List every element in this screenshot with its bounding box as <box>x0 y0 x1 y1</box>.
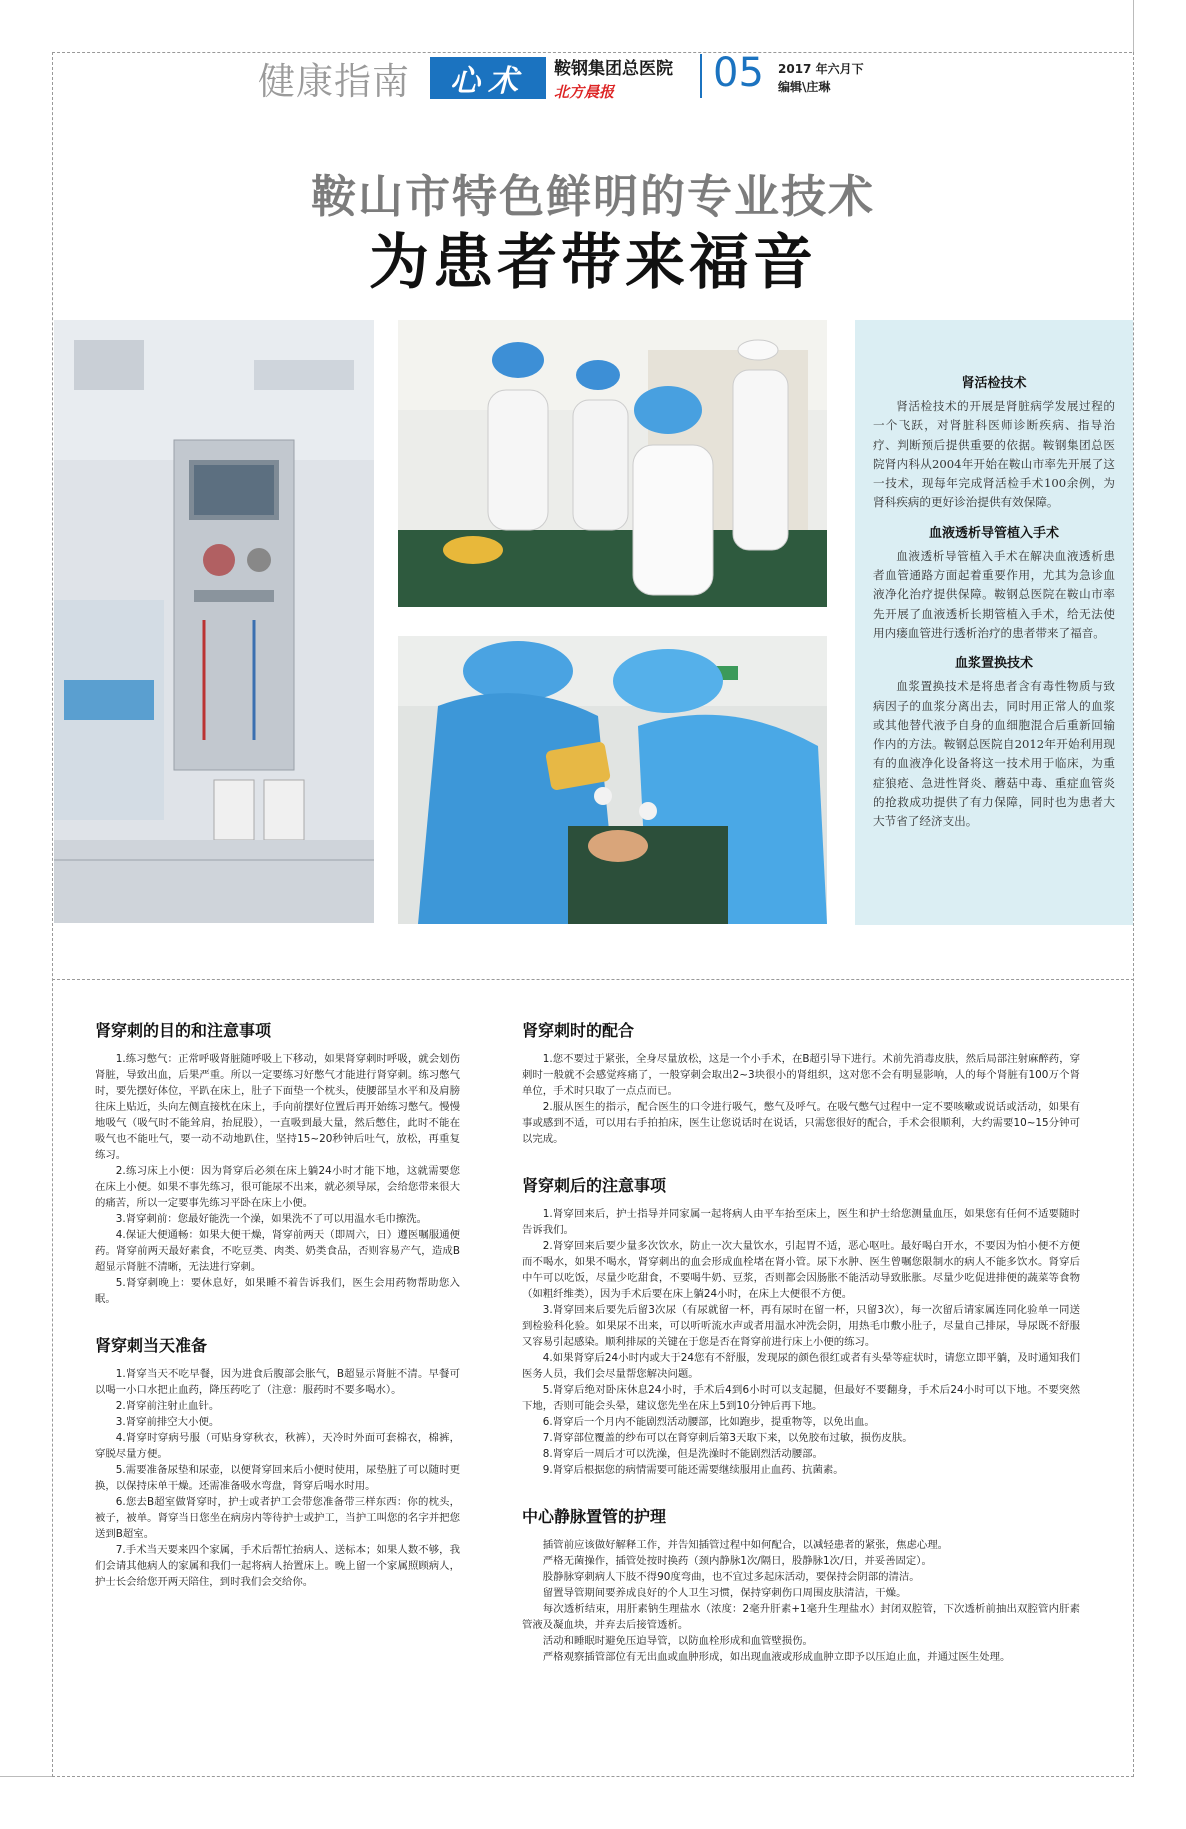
paragraph: 5.肾穿刺晚上：要休息好，如果睡不着告诉我们，医生会用药物帮助您入眠。 <box>95 1277 460 1305</box>
right-article-column <box>522 1018 1080 1665</box>
paragraph: 1.肾穿当天不吃早餐，因为进食后腹部会胀气，B超显示肾脏不清。早餐可以喝一小口水把止血药，降压药吃了（注意：服药时不要多喝水）。 <box>95 1368 460 1396</box>
frame-left-rule <box>52 52 53 1777</box>
photo-dialysis-machine <box>54 320 374 923</box>
sidebar-title-catheter: 血液透析导管植入手术 <box>928 525 1059 541</box>
header-separator <box>700 54 702 98</box>
hospital-name: 鞍钢集团总医院 <box>554 59 673 79</box>
paragraph: 2.练习床上小便：因为肾穿后必须在床上躺24小时才能下地，这就需要您在床上小便。如果不事先练习，很可能尿不出来，就必须导尿，会给您带来很大的痛苦，所以一定要事先练习平卧在床上小便。 <box>95 1165 460 1209</box>
xinshu-logo: 心术 <box>430 57 546 99</box>
crop-mark-bottom <box>0 1776 52 1777</box>
editor-credit: 编辑\庄琳 <box>778 80 831 94</box>
sidebar-title-biopsy: 肾活检技术 <box>961 376 1027 391</box>
page-number: 05 <box>713 50 764 96</box>
section-title-after-care: 肾穿刺后的注意事项 <box>522 1176 667 1195</box>
paragraph: 插管前应该做好解释工作，并告知插管过程中如何配合，以减轻患者的紧张，焦虑心理。 <box>542 1539 949 1551</box>
paragraph: 3.肾穿刺前：您最好能洗一个澡，如果洗不了可以用温水毛巾擦洗。 <box>115 1213 428 1225</box>
left-article-column <box>95 1018 460 1590</box>
sidebar-body-plasma: 血浆置换技术是将患者含有毒性物质与致病因子的血浆分离出去，同时用正常人的血浆或其他替代液予自身的血细胞混合后重新回输作内的方法。鞍钢总医院自2012年开始利用现有的血液净化设备将这一技术用于临床，为重症狼疮、急进性肾炎、蘑菇中毒、重症血管炎的抢救成功提供了有力保障，同时也为患者大大节省了经济支出。 <box>873 679 1115 829</box>
paragraph: 7.肾穿部位覆盖的纱布可以在肾穿刺后第3天取下来，以免胶布过敏，损伤皮肤。 <box>542 1432 913 1444</box>
paragraph: 5.需要准备尿垫和尿壶，以便肾穿回来后小便时使用，尿垫脏了可以随时更换，以保持床单干燥。还需准备吸水弯盘，肾穿后喝水时用。 <box>95 1464 460 1492</box>
sidebar-body-catheter: 血液透析导管植入手术在解决血液透析患者血管通路方面起着重要作用，尤其为急诊血液净化治疗提供保障。鞍钢总医院在鞍山市率先开展了血液透析长期管植入手术，给无法使用内瘘血管进行透析治疗的患者带来了福音。 <box>873 548 1115 640</box>
frame-bottom-rule <box>52 1776 1134 1777</box>
paragraph: 5.肾穿后绝对卧床休息24小时，手术后4到6小时可以支起腿，但最好不要翻身，手术后24小时可以下地。不要突然下地，否则可能会头晕，建议您先坐在床上5到10分钟后再下地。 <box>522 1384 1080 1412</box>
sidebar-title-plasma: 血浆置换技术 <box>954 656 1033 672</box>
masthead <box>258 54 673 102</box>
paragraph: 7.手术当天要来四个家属，手术后帮忙抬病人、送标本；如果人数不够，我们会请其他病人的家属和我们一起将病人抬置床上。晚上留一个家属照顾病人，护士长会给您开两天陪住，到时我们会交给你。 <box>95 1544 460 1588</box>
headline-kicker: 鞍山市特色鲜明的专业技术 <box>310 170 875 223</box>
paragraph: 1.肾穿回来后，护士指导并同家属一起将病人由平车抬至床上，医生和护士给您测量血压，如果您有任何不适要随时告诉我们。 <box>522 1208 1080 1236</box>
issue-date: 2017 年六月下 <box>778 62 864 76</box>
paragraph: 1.您不要过于紧张，全身尽量放松，这是一个小手术，在B超引导下进行。术前先消毒皮肤，然后局部注射麻醉药，穿刺时一般就不会感觉疼痛了，一般穿刺会取出2~3块很小的肾组织，这对您不会有明显影响，人的每个肾脏有100万个肾单位，手术时只取了一点点而已。 <box>522 1053 1080 1097</box>
paragraph: 严格观察插管部位有无出血或血肿形成，如出现血液或形成血肿立即予以压迫止血，并通过医生处理。 <box>542 1651 1011 1663</box>
section-title-purpose: 肾穿刺的目的和注意事项 <box>95 1021 272 1040</box>
paragraph: 2.肾穿回来后要少量多次饮水，防止一次大量饮水，引起胃不适，恶心呕吐。最好喝白开水，不要因为怕小便不方便而不喝水，如果不喝水，肾穿刺出的血会形成血栓堵在肾小管。尿下水肿、医生曾嘱您限制水的病人不能多饮水。肾穿后中午可以吃饭，尽量少吃甜食，不要喝牛奶、豆浆，否则都会因肠胀不能活动导致胀胀。尽量少吃促进排便的蔬菜等食物（如粗纤维类），因为手术后要在床上躺24小时，在床上大便很不方便。 <box>522 1240 1080 1300</box>
paragraph: 4.肾穿时穿病号服（可贴身穿秋衣，秋裤），天冷时外面可套棉衣，棉裤，穿脱尽量方便。 <box>95 1432 460 1460</box>
frame-right-rule <box>1133 52 1134 1777</box>
paragraph: 4.如果肾穿后24小时内或大于24您有不舒服，发现尿的颜色很红或者有头晕等症状时，请您立即平躺，及时通知我们医务人员，我们会尽量帮您解决问题。 <box>522 1352 1080 1380</box>
spacer <box>522 1147 1080 1173</box>
paragraph: 活动和睡眠时避免压迫导管，以防血栓形成和血管壁损伤。 <box>542 1635 813 1647</box>
paragraph: 每次透析结束，用肝素钠生理盐水（浓度：2毫升肝素+1毫升生理盐水）封闭双腔管，下次透析前抽出双腔管内肝素管液及凝血块，并弃去后接管透析。 <box>522 1603 1080 1631</box>
crop-mark-top <box>1133 0 1134 52</box>
procedure-illustration <box>398 636 827 924</box>
org-block <box>554 54 673 102</box>
paragraph: 2.肾穿前注射止血针。 <box>115 1400 220 1412</box>
technique-sidebar <box>855 320 1133 925</box>
dialysis-illustration <box>54 320 374 923</box>
column-name: 健康指南 <box>258 60 410 103</box>
paragraph: 6.肾穿后一个月内不能剧烈活动腰部，比如跑步，提重物等，以免出血。 <box>542 1416 875 1428</box>
paragraph: 股静脉穿刺病人下肢不得90度弯曲，也不宜过多起床活动，要保持会阴部的清洁。 <box>542 1571 920 1583</box>
newspaper-name: 北方晨报 <box>554 83 615 101</box>
photo-medical-staff <box>398 320 827 607</box>
paragraph: 1.练习憋气：正常呼吸肾脏随呼吸上下移动，如果肾穿刺时呼吸，就会划伤肾脏，导致出血，后果严重。所以一定要练习好憋气才能进行肾穿刺。练习憋气时，要先摆好体位，平趴在床上，肚子下面垫一个枕头，使腰部呈水平和及肩膀往床上贴近，头向左侧直接枕在床上，手向前摆好位置后再开始练习憋气。慢慢地吸气（吸气时不能耸肩，抬屁股），一直吸到最大量，然后憋住，此时不能在吸气也不能吐气，要一动不动地趴住，坚持15~20秒钟后吐气，放松，再重复练习。 <box>95 1053 460 1161</box>
spacer <box>522 1478 1080 1504</box>
section-title-same-day: 肾穿刺当天准备 <box>95 1336 208 1355</box>
paragraph: 3.肾穿前排空大小便。 <box>115 1416 220 1428</box>
paragraph: 8.肾穿后一周后才可以洗澡，但是洗澡时不能剧烈活动腰部。 <box>542 1448 823 1460</box>
photo-catheter-procedure <box>398 636 827 924</box>
paragraph: 4.保证大便通畅：如果大便干燥，肾穿前两天（即周六，日）遵医嘱服通便药。肾穿前两天最好素食，不吃豆类、肉类、奶类食品，否则容易产气，造成B超显示肾脏不清晰，无法进行穿刺。 <box>95 1229 460 1273</box>
paragraph: 严格无菌操作，插管处按时换药（颈内静脉1次/隔日，股静脉1次/日，并妥善固定）。 <box>542 1555 932 1567</box>
headline-main: 为患者带来福音 <box>369 228 817 298</box>
section-divider <box>52 979 1134 980</box>
section-title-cooperation: 肾穿刺时的配合 <box>522 1021 635 1040</box>
spacer <box>95 1307 460 1333</box>
paragraph: 留置导管期间要养成良好的个人卫生习惯，保持穿刺伤口周围皮肤清洁，干燥。 <box>542 1587 907 1599</box>
frame-top-rule <box>52 52 1132 53</box>
sidebar-body-biopsy: 肾活检技术的开展是肾脏病学发展过程的一个飞跃，对肾脏科医师诊断疾病、指导治疗、判断预后提供重要的依据。鞍钢集团总医院肾内科从2004年开始在鞍山市率先开展了这一技术，现每年完成肾活检手术100余例，为肾科疾病的更好诊治提供有效保障。 <box>873 399 1115 510</box>
paragraph: 3.肾穿回来后要先后留3次尿（有尿就留一杯，再有尿时在留一杯，只留3次），每一次留后请家属连同化验单一同送到检验科化验。如果尿不出来，可以听听流水声或者用温水冲洗会阴，用热毛巾敷小肚子，尽量自己排尿，导尿既不舒服又容易引起感染。顺利排尿的关键在于您是否在肾穿前进行床上小便的练习。 <box>522 1304 1080 1348</box>
paragraph: 6.您去B超室做肾穿时，护士或者护工会带您准备带三样东西：你的枕头，被子，被单。肾穿当日您坐在病房内等待护士或护工，当护工叫您的名字并把您送到B超室。 <box>95 1496 460 1540</box>
section-title-central-venous: 中心静脉置管的护理 <box>522 1507 667 1526</box>
paragraph: 9.肾穿后根据您的病情需要可能还需要继续服用止血药、抗菌素。 <box>542 1464 844 1476</box>
staff-illustration <box>398 320 827 607</box>
paragraph: 2.服从医生的指示，配合医生的口令进行吸气，憋气及呼气。在吸气憋气过程中一定不要咳嗽或说话或活动，如果有事或感到不适，可以用右手拍拍床，医生让您说话时在说话，只需您很好的配合，手术会很顺利，大约需要10~15分钟可以完成。 <box>522 1101 1080 1145</box>
